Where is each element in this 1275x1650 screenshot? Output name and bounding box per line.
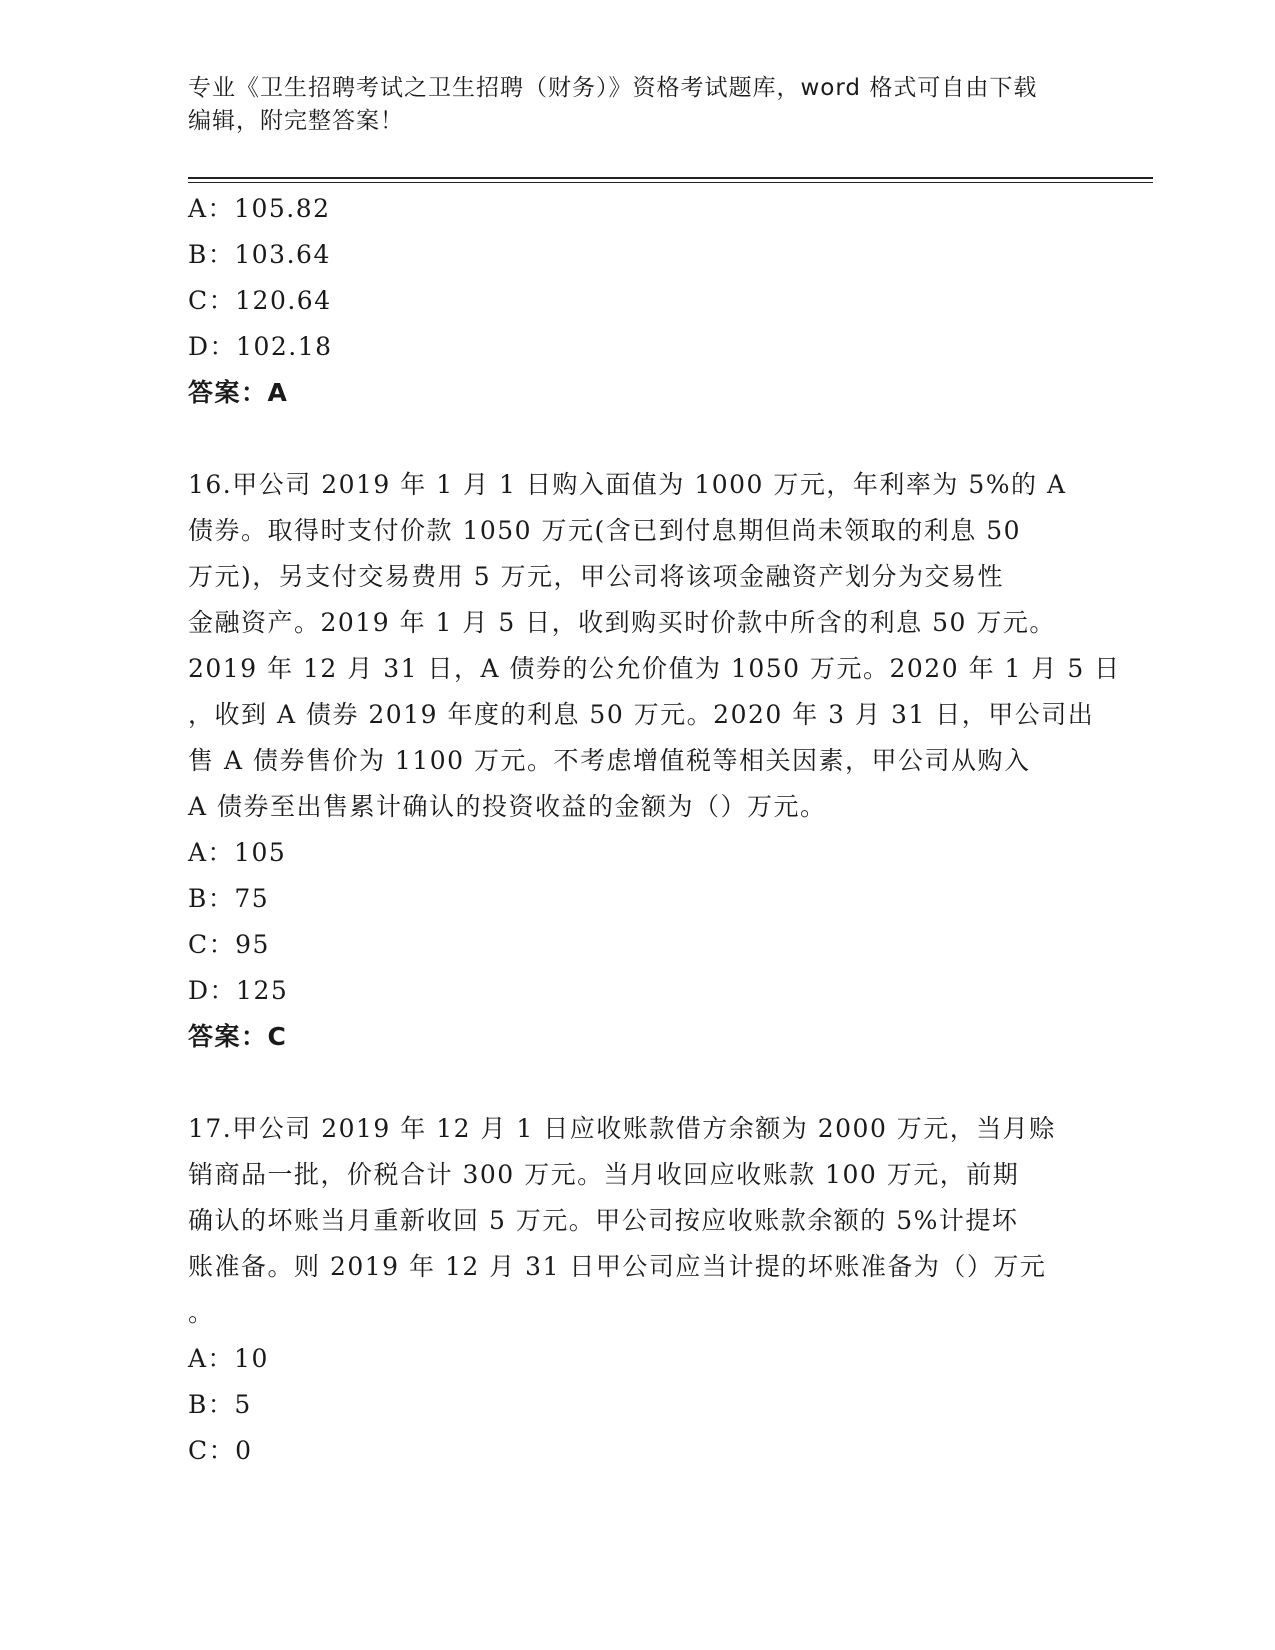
stem-line: 16.甲公司 2019 年 1 月 1 日购入面值为 1000 万元，年利率为 5%的 A	[188, 470, 1067, 499]
question-stem	[188, 1106, 1088, 1336]
question-stem	[188, 462, 1121, 830]
option-b: B：75	[188, 884, 270, 913]
spacer	[188, 416, 1088, 462]
question-15	[188, 186, 1088, 416]
header-line: 专业《卫生招聘考试之卫生招聘（财务）》资格考试题库，word 格式可自由下载	[188, 75, 1038, 101]
document-body	[188, 186, 1121, 1474]
stem-line: 账准备。则 2019 年 12 月 31 日甲公司应当计提的坏账准备为（）万元	[188, 1252, 1047, 1281]
stem-line: 确认的坏账当月重新收回 5 万元。甲公司按应收账款余额的 5%计提坏	[188, 1206, 1019, 1235]
option-b: B：5	[188, 1390, 252, 1419]
answer-line: 答案：A	[188, 378, 289, 407]
option-c: C：95	[188, 930, 270, 959]
option-a: A：105	[188, 838, 287, 867]
question-17	[188, 1106, 1088, 1474]
answer-line: 答案：C	[188, 1022, 288, 1051]
stem-line: 2019 年 12 月 31 日，A 债券的公允价值为 1050 万元。2020 年 1 月 5 日	[188, 654, 1121, 683]
option-c: C：120.64	[188, 286, 332, 315]
document-header	[188, 72, 1068, 138]
stem-line: 债券。取得时支付价款 1050 万元(含已到付息期但尚未领取的利息 50	[188, 516, 1022, 545]
spacer	[188, 1060, 1088, 1106]
option-d: D：125	[188, 976, 289, 1005]
option-a: A：10	[188, 1344, 269, 1373]
option-c: C：0	[188, 1436, 253, 1465]
stem-line: 。	[188, 1298, 215, 1327]
stem-line: A 债券至出售累计确认的投资收益的金额为（）万元。	[188, 792, 827, 821]
option-a: A：105.82	[188, 194, 331, 223]
stem-line: 销商品一批，价税合计 300 万元。当月收回应收账款 100 万元，前期	[188, 1160, 1020, 1189]
stem-line: 17.甲公司 2019 年 12 月 1 日应收账款借方余额为 2000 万元，当月赊	[188, 1114, 1056, 1143]
question-16	[188, 462, 1121, 1060]
header-line: 编辑，附完整答案！	[188, 108, 404, 134]
stem-line: 售 A 债券售价为 1100 万元。不考虑增值税等相关因素，甲公司从购入	[188, 746, 1031, 775]
option-b: B：103.64	[188, 240, 331, 269]
stem-line: 金融资产。2019 年 1 月 5 日，收到购买时价款中所含的利息 50 万元。	[188, 608, 1056, 637]
stem-line: ，收到 A 债券 2019 年度的利息 50 万元。2020 年 3 月 31 日，甲公司出	[188, 700, 1095, 729]
header-divider	[188, 177, 1153, 179]
option-d: D：102.18	[188, 332, 333, 361]
stem-line: 万元)，另支付交易费用 5 万元，甲公司将该项金融资产划分为交易性	[188, 562, 1005, 591]
header-divider	[188, 182, 1153, 183]
